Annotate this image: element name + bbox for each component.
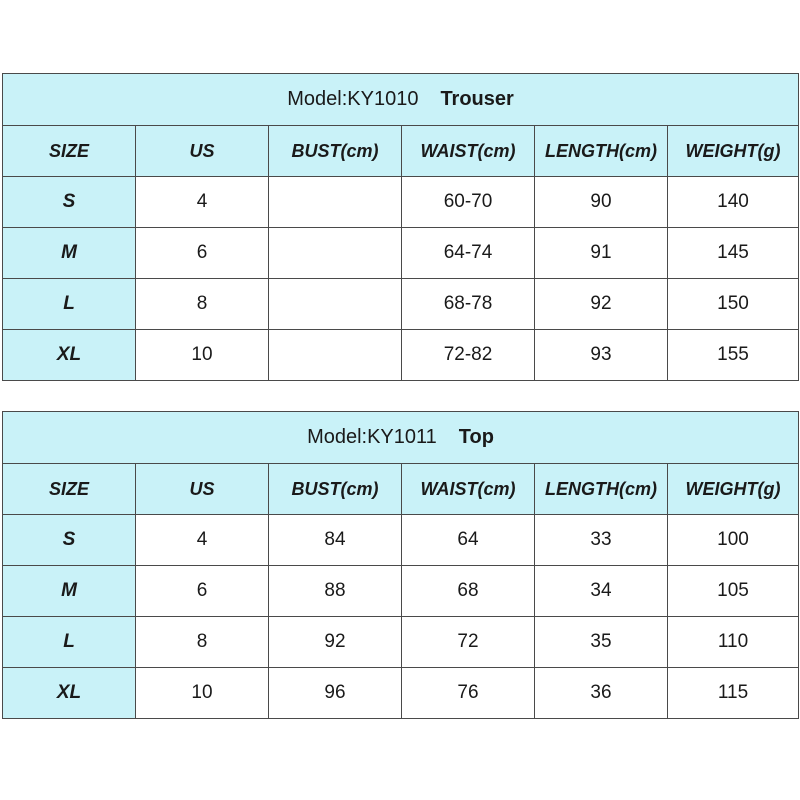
weight-cell: 155: [668, 330, 799, 381]
table-row: [3, 668, 799, 719]
weight-cell: 145: [668, 228, 799, 279]
column-header-bust: BUST(cm): [269, 126, 402, 177]
bust-cell: [269, 228, 402, 279]
size-chart-trouser: [2, 73, 799, 381]
length-cell: 92: [535, 279, 668, 330]
column-header-length: LENGTH(cm): [535, 126, 668, 177]
weight-cell: 110: [668, 617, 799, 668]
waist-cell: 64-74: [402, 228, 535, 279]
column-header-us: US: [136, 464, 269, 515]
table-title: [3, 412, 799, 464]
bust-cell: [269, 279, 402, 330]
us-cell: 4: [136, 515, 269, 566]
column-header-waist: WAIST(cm): [402, 126, 535, 177]
us-cell: 4: [136, 177, 269, 228]
waist-cell: 72-82: [402, 330, 535, 381]
header-row: [3, 464, 799, 515]
table-title-row: [3, 412, 799, 464]
us-cell: 6: [136, 228, 269, 279]
table-title: [3, 74, 799, 126]
bust-cell: [269, 177, 402, 228]
weight-cell: 105: [668, 566, 799, 617]
us-cell: 10: [136, 668, 269, 719]
waist-cell: 68-78: [402, 279, 535, 330]
bust-cell: 88: [269, 566, 402, 617]
weight-cell: 140: [668, 177, 799, 228]
size-cell: S: [3, 177, 136, 228]
length-cell: 35: [535, 617, 668, 668]
column-header-size: SIZE: [3, 126, 136, 177]
table-row: [3, 228, 799, 279]
product-label: Top: [458, 426, 494, 448]
column-header-us: US: [136, 126, 269, 177]
table-row: [3, 279, 799, 330]
size-cell: L: [3, 279, 136, 330]
bust-cell: [269, 330, 402, 381]
size-cell: L: [3, 617, 136, 668]
waist-cell: 68: [402, 566, 535, 617]
model-label: Model:KY1010: [287, 88, 419, 110]
us-cell: 6: [136, 566, 269, 617]
table-row: [3, 617, 799, 668]
weight-cell: 150: [668, 279, 799, 330]
size-cell: M: [3, 566, 136, 617]
model-label: Model:KY1011: [307, 426, 437, 448]
length-cell: 36: [535, 668, 668, 719]
table-title-row: [3, 74, 799, 126]
column-header-size: SIZE: [3, 464, 136, 515]
size-chart-top: [2, 411, 799, 719]
length-cell: 33: [535, 515, 668, 566]
product-label: Trouser: [440, 88, 514, 110]
length-cell: 91: [535, 228, 668, 279]
waist-cell: 76: [402, 668, 535, 719]
bust-cell: 92: [269, 617, 402, 668]
header-row: [3, 126, 799, 177]
us-cell: 10: [136, 330, 269, 381]
size-cell: XL: [3, 330, 136, 381]
column-header-length: LENGTH(cm): [535, 464, 668, 515]
column-header-weight: WEIGHT(g): [668, 126, 799, 177]
waist-cell: 64: [402, 515, 535, 566]
weight-cell: 100: [668, 515, 799, 566]
table-row: [3, 177, 799, 228]
column-header-weight: WEIGHT(g): [668, 464, 799, 515]
size-cell: M: [3, 228, 136, 279]
table-row: [3, 566, 799, 617]
bust-cell: 96: [269, 668, 402, 719]
column-header-waist: WAIST(cm): [402, 464, 535, 515]
table-row: [3, 515, 799, 566]
column-header-bust: BUST(cm): [269, 464, 402, 515]
table-row: [3, 330, 799, 381]
weight-cell: 115: [668, 668, 799, 719]
size-cell: XL: [3, 668, 136, 719]
length-cell: 34: [535, 566, 668, 617]
waist-cell: 72: [402, 617, 535, 668]
us-cell: 8: [136, 279, 269, 330]
size-cell: S: [3, 515, 136, 566]
length-cell: 90: [535, 177, 668, 228]
bust-cell: 84: [269, 515, 402, 566]
length-cell: 93: [535, 330, 668, 381]
us-cell: 8: [136, 617, 269, 668]
waist-cell: 60-70: [402, 177, 535, 228]
